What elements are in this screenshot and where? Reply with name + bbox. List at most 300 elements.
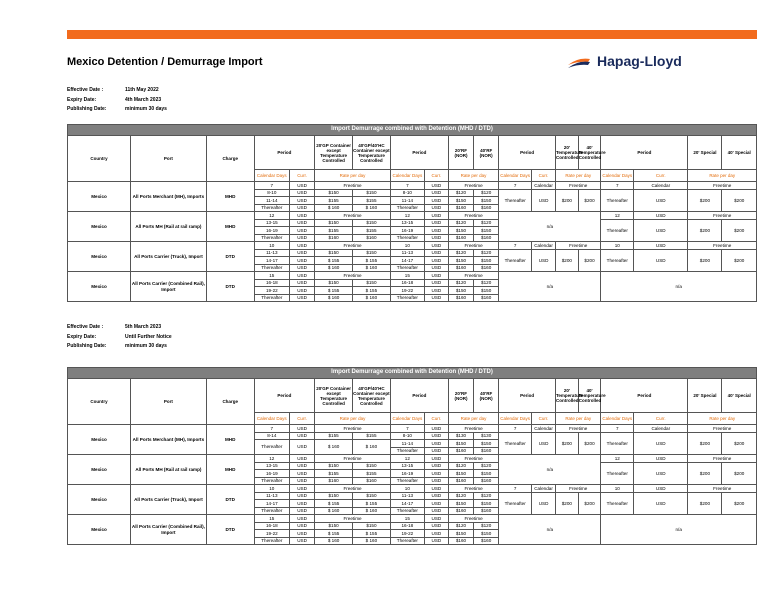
currency-cell: USD bbox=[289, 294, 314, 302]
rate-cell: $160 bbox=[474, 537, 499, 545]
rate-cell: $120 bbox=[474, 279, 499, 287]
logo-wordmark: Hapag-Lloyd bbox=[597, 53, 682, 69]
rate-cell: $ 155 bbox=[315, 530, 353, 538]
charge-cell: DTD bbox=[206, 485, 254, 515]
currency-cell: USD bbox=[289, 470, 314, 478]
currency-cell: Calendar bbox=[532, 485, 556, 493]
period-cell: Thereafter bbox=[390, 507, 424, 515]
publishing-label: Publishing Date: bbox=[67, 106, 107, 112]
rate-cell: $200 bbox=[556, 189, 579, 212]
period-cell: Thereafter bbox=[254, 507, 289, 515]
period-cell: 13-15 bbox=[390, 462, 424, 470]
expiry-value: 4th March 2023 bbox=[125, 96, 162, 103]
freetime-cell: Freetime bbox=[556, 242, 601, 250]
country-cell: Mexico bbox=[68, 425, 131, 455]
publishing-value: minimum 30 days bbox=[125, 343, 167, 349]
currency-cell: USD bbox=[289, 219, 314, 227]
period-cell: 14-17 bbox=[254, 257, 289, 265]
rate-cell: $150 bbox=[353, 492, 391, 500]
table-row bbox=[68, 455, 757, 463]
rate-cell: $ 155 bbox=[353, 257, 391, 265]
rate-cell: $150 bbox=[474, 227, 499, 235]
rate-cell: $150 bbox=[448, 197, 473, 205]
rate-cell: $150 bbox=[315, 462, 353, 470]
period-cell: 14-17 bbox=[390, 500, 424, 508]
rate-cell: $160 bbox=[315, 234, 353, 242]
rate-cell: $160 bbox=[474, 204, 499, 212]
col-charge-header: Charge bbox=[206, 379, 254, 425]
freetime-cell: Freetime bbox=[688, 455, 757, 463]
currency-cell: USD bbox=[424, 477, 448, 485]
col-gp20-header: 20'GP Container except Temperature Controlled bbox=[315, 379, 353, 413]
period-cell: 8-10 bbox=[254, 189, 289, 197]
rate-cell: $150 bbox=[448, 287, 473, 295]
rate-cell: $120 bbox=[448, 219, 473, 227]
period-cell: Thereafter bbox=[254, 537, 289, 545]
freetime-cell: Freetime bbox=[315, 485, 391, 493]
currency-cell: USD bbox=[424, 227, 448, 235]
port-cell: All Ports Carrier (Truck), Import bbox=[131, 242, 207, 272]
period-cell: 7 bbox=[390, 425, 424, 433]
table-band-title: Import Demurrage combined with Detention (MHD / DTD) bbox=[68, 368, 757, 379]
rate-cell: $150 bbox=[448, 440, 473, 448]
rate-cell: $120 bbox=[474, 189, 499, 197]
currency-cell: USD bbox=[424, 189, 448, 197]
currency-cell: USD bbox=[289, 500, 314, 508]
rate-cell: $150 bbox=[448, 227, 473, 235]
col-country-header: Country bbox=[68, 136, 131, 182]
currency-cell: USD bbox=[424, 182, 448, 190]
rate-cell: $150 bbox=[474, 197, 499, 205]
period-cell: 7 bbox=[499, 485, 532, 493]
rate-cell: $ 155 bbox=[315, 257, 353, 265]
rate-cell: $160 bbox=[474, 264, 499, 272]
rate-per-day-header: Rate per day bbox=[688, 170, 757, 182]
col-rf40-header: 40'RF (NOR) bbox=[474, 136, 499, 170]
col-tc40-header: 40' Temperature Controlled bbox=[578, 379, 601, 413]
effective-label: Effective Date : bbox=[67, 324, 104, 330]
currency-cell: USD bbox=[289, 477, 314, 485]
period-cell: 7 bbox=[601, 182, 634, 190]
currency-cell: USD bbox=[424, 212, 448, 220]
currency-cell: USD bbox=[289, 462, 314, 470]
period-cell: 7 bbox=[390, 182, 424, 190]
period-cell: 16-19 bbox=[254, 470, 289, 478]
rate-cell: $200 bbox=[688, 189, 722, 212]
currency-cell: USD bbox=[424, 447, 448, 455]
rate-per-day-header: Rate per day bbox=[556, 170, 601, 182]
rate-cell: $120 bbox=[448, 462, 473, 470]
publishing-value: minimum 30 days bbox=[125, 106, 167, 112]
rate-cell: $200 bbox=[688, 432, 722, 455]
period-cell: 15 bbox=[254, 515, 289, 523]
period-cell: Thereafter bbox=[254, 294, 289, 302]
period-cell: Thereafter bbox=[601, 189, 634, 212]
charge-cell: DTD bbox=[206, 272, 254, 302]
currency-cell: USD bbox=[289, 287, 314, 295]
freetime-cell: Freetime bbox=[688, 242, 757, 250]
period-cell: 19-22 bbox=[390, 287, 424, 295]
col-rf20-header: 20'RF (NOR) bbox=[448, 379, 473, 413]
period-cell: 12 bbox=[254, 212, 289, 220]
currency-cell: USD bbox=[289, 485, 314, 493]
rate-cell: $120 bbox=[474, 522, 499, 530]
country-cell: Mexico bbox=[68, 515, 131, 545]
currency-header: Curr. bbox=[634, 170, 688, 182]
currency-cell: USD bbox=[424, 249, 448, 257]
rate-per-day-header: Rate per day bbox=[315, 413, 391, 425]
table-row bbox=[68, 425, 757, 433]
freetime-cell: Freetime bbox=[448, 242, 498, 250]
freetime-cell: Freetime bbox=[688, 485, 757, 493]
period-cell: Thereafter bbox=[390, 204, 424, 212]
rate-cell: $ 155 bbox=[353, 500, 391, 508]
currency-cell: USD bbox=[289, 440, 314, 455]
rate-cell: $150 bbox=[448, 257, 473, 265]
rate-cell: $150 bbox=[353, 189, 391, 197]
period-cell: 7 bbox=[499, 242, 532, 250]
currency-cell: USD bbox=[424, 537, 448, 545]
currency-cell: USD bbox=[634, 455, 688, 463]
rate-cell: $200 bbox=[722, 492, 757, 515]
period-cell: 16-19 bbox=[390, 470, 424, 478]
rate-cell: $120 bbox=[448, 522, 473, 530]
col-sp20-header: 20' Special bbox=[688, 379, 722, 413]
currency-cell: USD bbox=[634, 249, 688, 272]
currency-cell: USD bbox=[424, 257, 448, 265]
port-cell: All Ports Merchant (MH), Imports bbox=[131, 182, 207, 212]
country-cell: Mexico bbox=[68, 272, 131, 302]
rate-cell: $155 bbox=[353, 227, 391, 235]
period-cell: 10 bbox=[254, 485, 289, 493]
currency-cell: USD bbox=[424, 440, 448, 448]
rate-cell: $ 160 bbox=[315, 440, 353, 455]
ship-logo-icon bbox=[566, 53, 592, 69]
col-tc20-header: 20' Temperature Controlled bbox=[556, 379, 579, 413]
rate-cell: $ 160 bbox=[353, 507, 391, 515]
rate-cell: $160 bbox=[474, 447, 499, 455]
col-port-header: Port bbox=[131, 136, 207, 182]
period-cell: 7 bbox=[254, 182, 289, 190]
period-cell: 10 bbox=[390, 485, 424, 493]
rate-cell: $160 bbox=[448, 537, 473, 545]
period-cell: Thereafter bbox=[390, 264, 424, 272]
rate-cell: $120 bbox=[474, 249, 499, 257]
rate-cell: $150 bbox=[315, 522, 353, 530]
currency-cell: USD bbox=[424, 485, 448, 493]
currency-cell: USD bbox=[634, 485, 688, 493]
currency-cell: USD bbox=[289, 522, 314, 530]
rate-cell: $ 160 bbox=[353, 537, 391, 545]
publishing-label: Publishing Date: bbox=[67, 343, 107, 349]
currency-cell: USD bbox=[289, 425, 314, 433]
freetime-cell: Freetime bbox=[688, 212, 757, 220]
rate-table-1 bbox=[67, 124, 757, 302]
rate-cell: $ 160 bbox=[315, 264, 353, 272]
table-row bbox=[68, 485, 757, 493]
freetime-cell: Freetime bbox=[315, 182, 391, 190]
rate-cell: $120 bbox=[448, 492, 473, 500]
freetime-cell: Freetime bbox=[688, 182, 757, 190]
col-period-header: Period bbox=[601, 379, 688, 413]
rate-cell: $200 bbox=[556, 249, 579, 272]
rate-cell: $155 bbox=[315, 227, 353, 235]
freetime-cell: Freetime bbox=[448, 485, 498, 493]
currency-cell: USD bbox=[289, 197, 314, 205]
period-cell: 8-14 bbox=[254, 432, 289, 440]
currency-cell: USD bbox=[424, 204, 448, 212]
currency-cell: USD bbox=[424, 515, 448, 523]
period-cell: Thereafter bbox=[390, 537, 424, 545]
freetime-cell: Freetime bbox=[448, 515, 498, 523]
currency-cell: USD bbox=[634, 492, 688, 515]
rate-per-day-header: Rate per day bbox=[448, 413, 498, 425]
period-cell: 13-15 bbox=[390, 219, 424, 227]
port-cell: All Ports MH (Rail at rail ramp) bbox=[131, 212, 207, 242]
rate-cell: $160 bbox=[448, 204, 473, 212]
currency-cell: USD bbox=[424, 462, 448, 470]
freetime-cell: Freetime bbox=[315, 212, 391, 220]
rate-per-day-header: Rate per day bbox=[315, 170, 391, 182]
rate-cell: $155 bbox=[353, 470, 391, 478]
currency-cell: USD bbox=[532, 189, 556, 212]
period-cell: 15 bbox=[390, 515, 424, 523]
rate-cell: $160 bbox=[448, 294, 473, 302]
currency-cell: Calendar bbox=[532, 242, 556, 250]
col-period-header: Period bbox=[499, 136, 556, 170]
validity-block-2 bbox=[67, 323, 172, 352]
effective-value: 5th March 2023 bbox=[125, 324, 162, 330]
calendar-days-header: Calendar Days bbox=[499, 170, 532, 182]
freetime-cell: Freetime bbox=[315, 455, 391, 463]
rate-cell: $160 bbox=[448, 477, 473, 485]
currency-cell: USD bbox=[424, 507, 448, 515]
calendar-days-header: Calendar Days bbox=[390, 413, 424, 425]
currency-header: Curr. bbox=[532, 170, 556, 182]
period-cell: 10 bbox=[390, 242, 424, 250]
currency-cell: USD bbox=[424, 294, 448, 302]
rate-cell: $200 bbox=[722, 219, 757, 242]
currency-cell: USD bbox=[424, 234, 448, 242]
col-period-header: Period bbox=[601, 136, 688, 170]
freetime-cell: Freetime bbox=[448, 212, 498, 220]
col-period-header: Period bbox=[390, 136, 448, 170]
rate-cell: $ 160 bbox=[353, 440, 391, 455]
period-cell: Thereafter bbox=[601, 462, 634, 485]
rate-cell: $155 bbox=[315, 470, 353, 478]
period-cell: 12 bbox=[390, 212, 424, 220]
not-applicable-cell: n/a bbox=[601, 272, 757, 302]
port-cell: All Ports Carrier (Combined Rail), Import bbox=[131, 515, 207, 545]
charge-cell: MHD bbox=[206, 425, 254, 455]
period-cell: 19-22 bbox=[254, 287, 289, 295]
not-applicable-cell: n/a bbox=[499, 272, 601, 302]
currency-cell: Calendar bbox=[532, 425, 556, 433]
rate-per-day-header: Rate per day bbox=[556, 413, 601, 425]
rate-cell: $120 bbox=[448, 189, 473, 197]
period-cell: Thereafter bbox=[499, 189, 532, 212]
effective-value: 11th May 2022 bbox=[125, 87, 159, 93]
not-applicable-cell: n/a bbox=[499, 212, 601, 242]
currency-header: Curr. bbox=[634, 413, 688, 425]
currency-cell: USD bbox=[634, 212, 688, 220]
rate-cell: $ 155 bbox=[315, 500, 353, 508]
currency-cell: USD bbox=[289, 537, 314, 545]
period-cell: Thereafter bbox=[390, 294, 424, 302]
period-cell: Thereafter bbox=[499, 249, 532, 272]
col-period-header: Period bbox=[254, 136, 315, 170]
col-gp40-header: 40'GP/40'HC Container except Temperature Controlled bbox=[353, 379, 391, 413]
currency-cell: USD bbox=[634, 189, 688, 212]
country-cell: Mexico bbox=[68, 212, 131, 242]
col-tc40-header: 40' Temperature Controlled bbox=[578, 136, 601, 170]
period-cell: 16-19 bbox=[390, 227, 424, 235]
country-cell: Mexico bbox=[68, 182, 131, 212]
calendar-days-header: Calendar Days bbox=[390, 170, 424, 182]
currency-cell: USD bbox=[424, 272, 448, 280]
rate-cell: $ 160 bbox=[353, 264, 391, 272]
port-cell: All Ports Merchant (MH), Imports bbox=[131, 425, 207, 455]
period-cell: Thereafter bbox=[254, 477, 289, 485]
rate-cell: $200 bbox=[578, 189, 601, 212]
period-cell: 15 bbox=[390, 272, 424, 280]
currency-cell: USD bbox=[424, 242, 448, 250]
currency-cell: USD bbox=[424, 470, 448, 478]
period-cell: Thereafter bbox=[390, 234, 424, 242]
rate-cell: $160 bbox=[474, 294, 499, 302]
rate-cell: $ 160 bbox=[353, 294, 391, 302]
period-cell: 7 bbox=[499, 182, 532, 190]
rate-per-day-header: Rate per day bbox=[448, 170, 498, 182]
period-cell: 11-13 bbox=[254, 249, 289, 257]
period-cell: Thereafter bbox=[254, 234, 289, 242]
table-row bbox=[68, 182, 757, 190]
rate-cell: $150 bbox=[474, 257, 499, 265]
currency-cell: USD bbox=[289, 279, 314, 287]
currency-cell: USD bbox=[289, 264, 314, 272]
currency-cell: Calendar bbox=[634, 425, 688, 433]
validity-block-1 bbox=[67, 86, 167, 115]
currency-cell: USD bbox=[424, 425, 448, 433]
rate-cell: $150 bbox=[353, 279, 391, 287]
rate-cell: $200 bbox=[722, 462, 757, 485]
table-row bbox=[68, 272, 757, 280]
rate-cell: $200 bbox=[722, 249, 757, 272]
currency-cell: USD bbox=[634, 432, 688, 455]
not-applicable-cell: n/a bbox=[499, 515, 601, 545]
rate-cell: $150 bbox=[448, 500, 473, 508]
rate-cell: $120 bbox=[474, 492, 499, 500]
period-cell: 8-10 bbox=[390, 432, 424, 440]
period-cell: 10 bbox=[254, 242, 289, 250]
calendar-days-header: Calendar Days bbox=[254, 170, 289, 182]
period-cell: 13-15 bbox=[254, 219, 289, 227]
country-cell: Mexico bbox=[68, 242, 131, 272]
currency-cell: USD bbox=[289, 249, 314, 257]
currency-cell: USD bbox=[532, 432, 556, 455]
rate-cell: $160 bbox=[474, 477, 499, 485]
currency-cell: USD bbox=[289, 507, 314, 515]
rate-cell: $ 160 bbox=[315, 204, 353, 212]
rate-cell: $150 bbox=[315, 492, 353, 500]
period-cell: 8-10 bbox=[390, 189, 424, 197]
currency-cell: USD bbox=[424, 432, 448, 440]
period-cell: 12 bbox=[390, 455, 424, 463]
port-cell: All Ports Carrier (Truck), Import bbox=[131, 485, 207, 515]
period-cell: 7 bbox=[254, 425, 289, 433]
rate-cell: $150 bbox=[474, 530, 499, 538]
currency-header: Curr. bbox=[532, 413, 556, 425]
currency-cell: USD bbox=[289, 204, 314, 212]
currency-cell: USD bbox=[289, 257, 314, 265]
period-cell: 15 bbox=[254, 272, 289, 280]
country-cell: Mexico bbox=[68, 455, 131, 485]
col-period-header: Period bbox=[390, 379, 448, 413]
currency-cell: USD bbox=[289, 242, 314, 250]
currency-cell: USD bbox=[424, 279, 448, 287]
rate-cell: $ 160 bbox=[315, 507, 353, 515]
col-port-header: Port bbox=[131, 379, 207, 425]
rate-cell: $150 bbox=[474, 470, 499, 478]
col-rf20-header: 20'RF (NOR) bbox=[448, 136, 473, 170]
rate-cell: $200 bbox=[556, 432, 579, 455]
rate-cell: $200 bbox=[722, 189, 757, 212]
col-tc20-header: 20' Temperature Controlled bbox=[556, 136, 579, 170]
col-charge-header: Charge bbox=[206, 136, 254, 182]
calendar-days-header: Calendar Days bbox=[499, 413, 532, 425]
period-cell: 7 bbox=[499, 425, 532, 433]
calendar-days-header: Calendar Days bbox=[601, 170, 634, 182]
freetime-cell: Freetime bbox=[448, 425, 498, 433]
company-logo bbox=[566, 53, 682, 69]
currency-cell: USD bbox=[532, 492, 556, 515]
rate-cell: $150 bbox=[474, 500, 499, 508]
rate-cell: $200 bbox=[578, 492, 601, 515]
rate-cell: $160 bbox=[353, 477, 391, 485]
rate-cell: $155 bbox=[315, 432, 353, 440]
rate-cell: $200 bbox=[722, 432, 757, 455]
currency-cell: USD bbox=[424, 287, 448, 295]
period-cell: 16-18 bbox=[254, 522, 289, 530]
period-cell: 12 bbox=[254, 455, 289, 463]
currency-cell: USD bbox=[289, 432, 314, 440]
currency-cell: USD bbox=[289, 182, 314, 190]
period-cell: 10 bbox=[601, 485, 634, 493]
rate-cell: $ 160 bbox=[315, 294, 353, 302]
rate-cell: $150 bbox=[448, 470, 473, 478]
rate-cell: $ 155 bbox=[353, 530, 391, 538]
rate-cell: $150 bbox=[315, 279, 353, 287]
rate-per-day-header: Rate per day bbox=[688, 413, 757, 425]
period-cell: 16-18 bbox=[254, 279, 289, 287]
rate-cell: $155 bbox=[353, 432, 391, 440]
page-title: Mexico Detention / Demurrage Import bbox=[67, 56, 263, 68]
currency-cell: USD bbox=[424, 500, 448, 508]
col-country-header: Country bbox=[68, 379, 131, 425]
period-cell: 11-13 bbox=[254, 492, 289, 500]
period-cell: 14-17 bbox=[390, 257, 424, 265]
currency-cell: USD bbox=[289, 492, 314, 500]
currency-cell: USD bbox=[289, 227, 314, 235]
currency-cell: USD bbox=[634, 219, 688, 242]
rate-cell: $120 bbox=[448, 279, 473, 287]
period-cell: Thereafter bbox=[601, 432, 634, 455]
rate-cell: $120 bbox=[448, 249, 473, 257]
rate-cell: $150 bbox=[353, 219, 391, 227]
charge-cell: DTD bbox=[206, 515, 254, 545]
period-cell: Thereafter bbox=[254, 264, 289, 272]
rate-cell: $120 bbox=[474, 219, 499, 227]
